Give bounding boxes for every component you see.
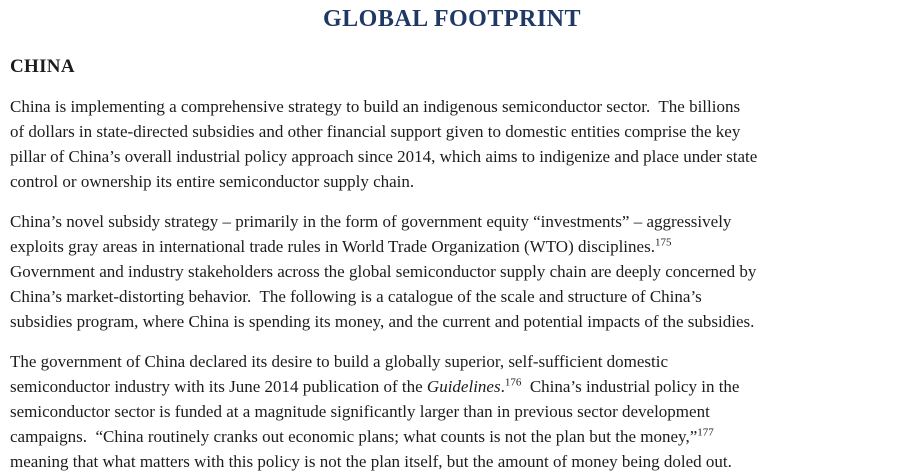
text-line — [10, 94, 894, 119]
footnote-ref-177: 177 — [697, 426, 714, 439]
text-run: China’s industrial policy in the — [521, 377, 740, 396]
text-run: control or ownership its entire semiconductor supply chain. — [10, 172, 415, 191]
body-text — [10, 94, 894, 474]
paragraph — [10, 209, 894, 334]
text-run: semiconductor sector is funded at a magnitude significantly larger than in previous sector development — [10, 402, 710, 421]
section-heading: CHINA — [10, 56, 75, 77]
text-run: of dollars in state-directed subsidies and other financial support given to domestic entities comprise the key — [10, 122, 741, 141]
text-line — [10, 209, 894, 234]
italic-term: Guidelines — [426, 377, 501, 396]
text-run: exploits gray areas in international trade rules in World Trade Organization (WTO) disciplines. — [10, 237, 655, 256]
footnote-ref-175: 175 — [654, 236, 672, 249]
text-run: meaning that what matters with this policy is not the plan itself, but the amount of money being doled out. — [10, 452, 732, 471]
text-line — [10, 144, 894, 169]
text-run: China is implementing a comprehensive strategy to build an indigenous semiconductor sector. The billions — [10, 97, 741, 116]
text-line — [10, 349, 894, 374]
text-run: The government of China declared its desire to build a globally superior, self-sufficient domestic — [10, 352, 669, 371]
text-run: China’s market-distorting behavior. The following is a catalogue of the scale and structure of China’s — [10, 287, 702, 306]
text-line — [10, 169, 894, 194]
text-run: campaigns. “China routinely cranks out economic plans; what counts is not the plan but the money,” — [10, 427, 698, 446]
text-line — [10, 449, 894, 474]
text-line — [10, 259, 894, 284]
text-run: semiconductor industry with its June 2014 publication of the — [10, 377, 427, 396]
page-title: GLOBAL FOOTPRINT — [322, 6, 582, 32]
text-run: China’s novel subsidy strategy – primarily in the form of government equity “investments” – aggressively — [10, 212, 732, 231]
text-run: . — [500, 377, 505, 396]
text-run: pillar of China’s overall industrial policy approach since 2014, which aims to indigenize and place under state — [10, 147, 758, 166]
text-line — [10, 399, 894, 424]
paragraph — [10, 94, 894, 194]
text-line — [10, 309, 894, 334]
paragraph — [10, 349, 894, 474]
text-line — [10, 284, 894, 309]
footnote-ref-176: 176 — [504, 376, 522, 389]
text-line — [10, 234, 894, 259]
text-line — [10, 119, 894, 144]
text-run: Government and industry stakeholders across the global semiconductor supply chain are deeply concerned by — [10, 262, 757, 281]
text-line — [10, 424, 894, 449]
text-line — [10, 374, 894, 399]
text-run: subsidies program, where China is spending its money, and the current and potential impacts of the subsidies. — [10, 312, 755, 331]
